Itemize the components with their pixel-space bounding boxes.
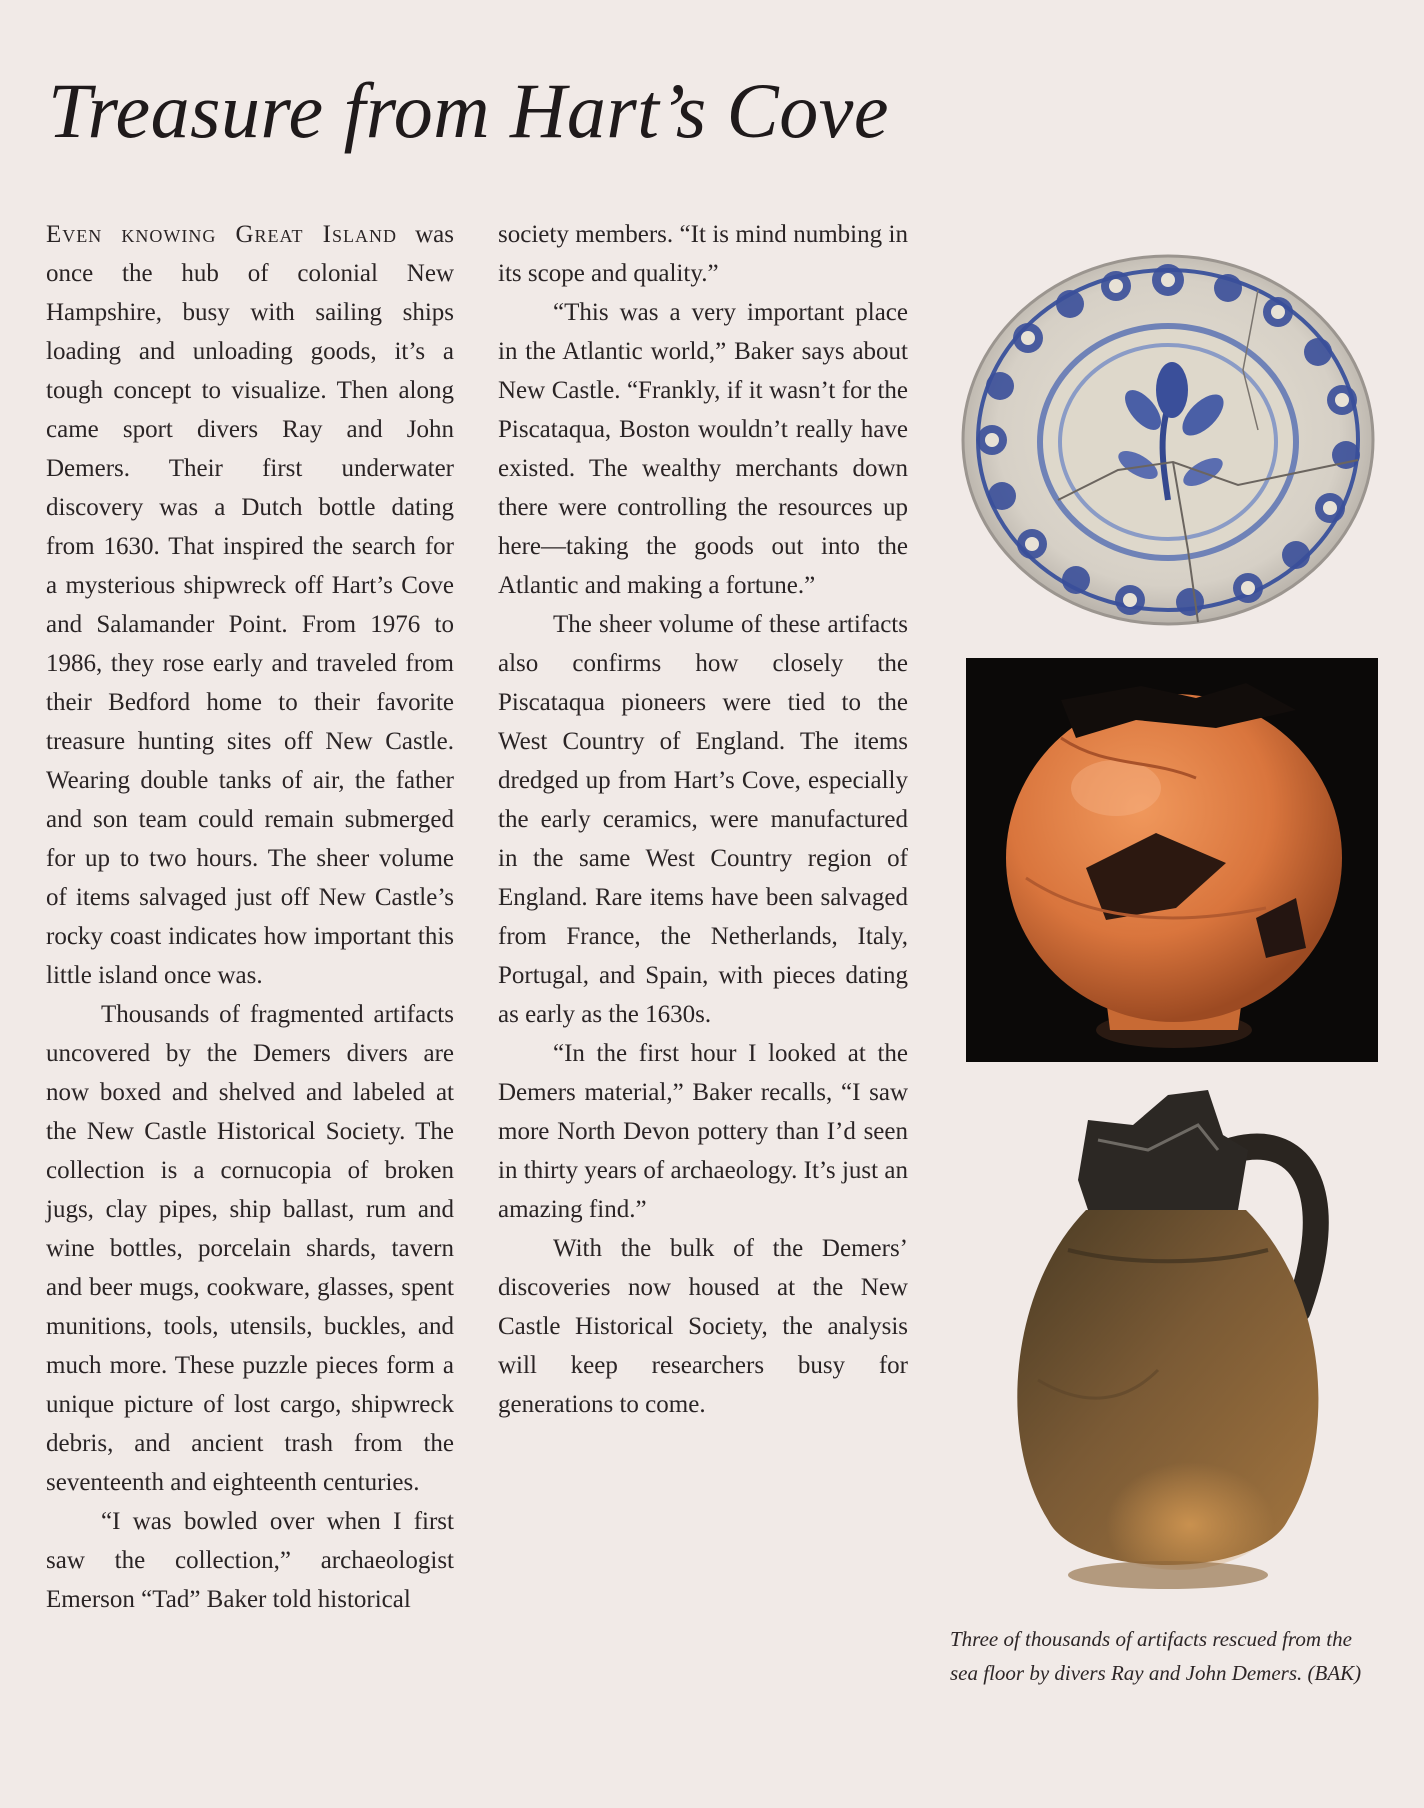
text-column-2 — [498, 215, 908, 1424]
delft-plate-image — [958, 250, 1378, 630]
paragraph-1 — [46, 215, 454, 995]
paragraph-1-text: was once the hub of colonial New Hampshire, busy with sailing ships loading and unloading goods, it’s a tough concept to visualize. Then along came sport divers Ray and John Demers. Their first underwater discovery was a Dutch bottle dating from 1630. That inspired the search for a mysterious shipwreck off Hart’s Cove and Salamander Point. From 1976 to 1986, they rose early and traveled from their Bedford home to their favorite treasure hunting sites off New Castle. Wearing double tanks of air, the father and son team could remain submerged for up to two hours. The sheer volume of items salvaged just off New Castle’s rocky coast indicates how important this little island once was. — [46, 221, 455, 989]
paragraph-6: “In the first hour I looked at the Demers material,” Baker recalls, “I saw more North Devon pottery than I’d seen in thirty years of archaeology. It’s just an amazing find.” — [498, 1040, 908, 1223]
paragraph-7: With the bulk of the Demers’ discoveries now housed at the New Castle Historical Society, the analysis will keep researchers busy for generations to come. — [498, 1235, 908, 1418]
stoneware-jug-photo — [968, 1080, 1368, 1610]
paragraph-continued: society members. “It is mind numbing in its scope and quality.” — [498, 221, 908, 287]
text-column-1 — [46, 215, 454, 1619]
paragraph-3: “I was bowled over when I first saw the collection,” archaeologist Emerson “Tad” Baker told historical — [46, 1508, 454, 1613]
stoneware-jug-image — [968, 1080, 1368, 1610]
paragraph-2: Thousands of fragmented artifacts uncovered by the Demers divers are now boxed and shelved and labeled at the New Castle Historical Society. The collection is a cornucopia of broken jugs, clay pipes, ship ballast, rum and wine bottles, porcelain shards, tavern and beer mugs, cookware, glasses, spent munitions, tools, utensils, buckles, and much more. These puzzle pieces form a unique picture of lost cargo, shipwreck debris, and ancient trash from the seventeenth and eighteenth centuries. — [46, 1001, 454, 1496]
lead-in-smallcaps: Even knowing Great Island — [46, 221, 397, 248]
paragraph-5: The sheer volume of these artifacts also confirms how closely the Piscataqua pioneers were tied to the West Country of England. The items dredged up from Hart’s Cove, especially the early ceramics, were manufactured in the same West Country region of England. Rare items have been salvaged from France, the Netherlands, Italy, Portugal, and Spain, with pieces dating as early as the 1630s. — [498, 611, 908, 1028]
paragraph-4: “This was a very important place in the Atlantic world,” Baker says about New Castle. “Frankly, if it wasn’t for the Piscataqua, Boston wouldn’t really have existed. The wealthy merchants down there were controlling the resources up here—taking the goods out into the Atlantic and making a fortune.” — [498, 299, 908, 599]
earthenware-bowl-photo — [966, 658, 1378, 1062]
delft-plate-photo — [958, 250, 1378, 630]
photo-caption: Three of thousands of artifacts rescued from the sea floor by divers Ray and John Demers. (BAK) — [950, 1627, 1362, 1685]
earthenware-bowl-image — [966, 658, 1378, 1062]
article-title: Treasure from Hart’s Cove — [48, 67, 889, 154]
